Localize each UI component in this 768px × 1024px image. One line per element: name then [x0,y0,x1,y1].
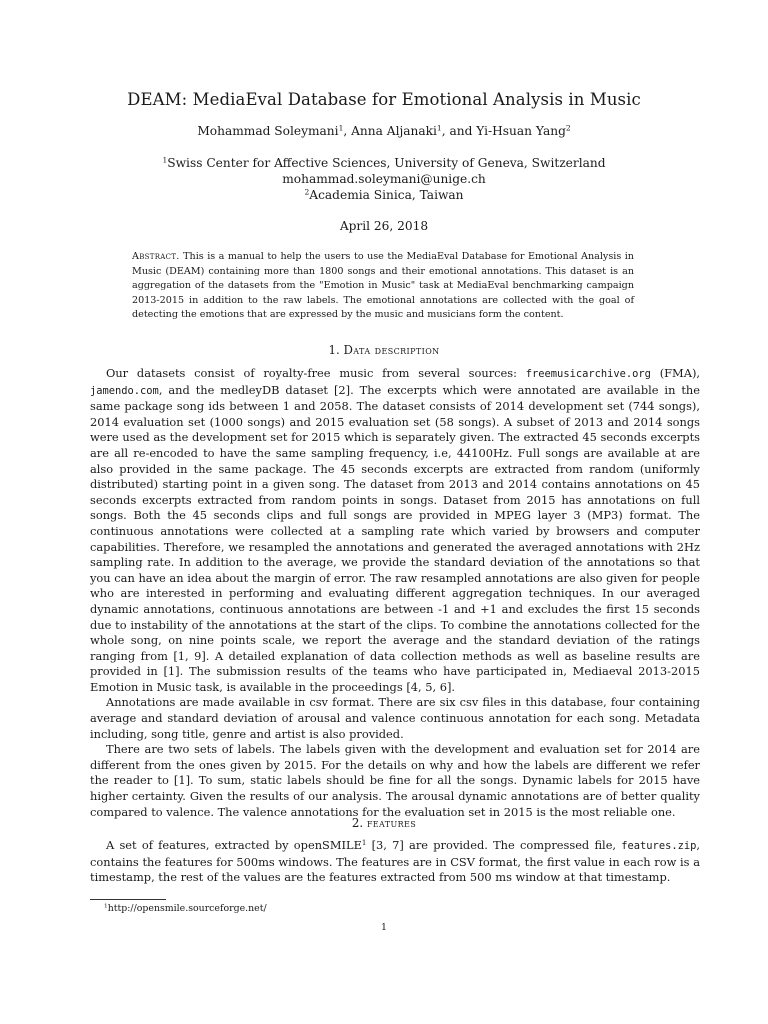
section-number: 2. [351,816,364,830]
affiliation-1 [0,156,768,170]
footnote-ref[interactable]: 1 [361,837,367,847]
affiliation-mark: 1 [162,155,168,165]
section-title: features [366,816,417,830]
paper-title: DEAM: MediaEval Database for Emotional Analysis in Music [127,90,641,109]
author-affiliation-mark: 2 [565,123,571,133]
author-list [0,124,768,138]
footnote-divider [90,899,166,900]
footnote-url-link[interactable]: http://opensmile.sourceforge.net/ [107,903,267,914]
paragraph-text: Our datasets consist of royalty-free music from several sources: [106,366,526,380]
affiliation-text: Swiss Center for Affective Sciences, University of Geneva, Switzerland [167,156,606,170]
paragraph: There are two sets of labels. The labels given with the development and evaluation set for 2014 are different from the ones given by 2015. For the details on why and how the labels are different we refer the reader to [1]. To sum, static labels should be fine for all the songs. Dynamic labels for 2015 have higher certainty. Given the results of our analysis. The arousal dynamic annotations are of better quality compared to valence. The valence annotations for the evaluation set in 2015 is the most reliable one. [90,742,700,819]
paragraph-text: (FMA), [650,366,701,380]
affiliation-2 [0,188,768,202]
page-number: 1 [381,922,387,933]
paragraph [90,838,700,886]
author-affiliation-mark: 1 [338,123,344,133]
abstract [132,250,634,323]
paragraph: Annotations are made available in csv format. There are six csv files in this database, four containing average and standard deviation of arousal and valence continuous annotation for each song. Metadata including, song title, genre and artist is also provided. [90,695,700,741]
paragraph-text: , contains the features for 500ms windows. The features are in CSV format, the first value in each row is a timestamp, the rest of the values are the features extracted from 500 ms window at that timestamp. [90,838,700,885]
paragraph-text: [3, 7] are provided. The compressed file, [366,838,622,852]
author-separator: , [343,124,352,138]
jamendo-link[interactable]: jamendo.com [90,384,159,397]
author-separator: , and [441,124,477,138]
abstract-text: This is a manual to help the users to use the MediaEval Database for Emotional Analysis in Music (DEAM) containing more than 1800 songs and their emotional annotations. This dataset is an aggregation of the datasets from the "Emotion in Music" task at MediaEval benchmarking campaign 2013-2015 in addition to the raw labels. The emotional annotations are collected with the goal of detecting the emotions that are expressed by the music and musicians form the content. [132,251,634,321]
affiliation-mark: 2 [304,187,310,197]
footnote [104,903,267,914]
paper-date: April 26, 2018 [339,219,429,233]
paragraph-text: , and the medleyDB dataset [2]. The excerpts which were annotated are available in the same package song ids between 1 and 2058. The dataset consists of 2014 development set (744 songs), 2014 evaluation set (1000 songs) and 2015 evaluation set (58 songs). A subset of 2013 and 2014 songs were used as the development set for 2015 which is separately given. The extracted 45 seconds excerpts are all re-encoded to have the same sampling frequency, i.e, 44100Hz. Full songs are available at are also provided in the same package. The 45 seconds excerpts are extracted from random (uniformly distributed) starting point in a given song. The dataset from 2013 and 2014 contains annotations on 45 seconds excerpts extracted from random points in songs. Dataset from 2015 has annotations on full songs. Both the 45 seconds clips and full songs are provided in MPEG layer 3 (MP3) format. The continuous annotations were collected at a sampling rate which varied by browsers and computer capabilities. Therefore, we resampled the annotations and generated the averaged annotations with 2Hz sampling rate. In addition to the average, we provide the standard deviation of the annotations so that you can have an idea about the margin of error. The raw resampled annotations are also given for people who are interested in performing and evaluating different aggregation techniques. In our averaged dynamic annotations, continuous annotations are between -1 and +1 and excludes the first 15 seconds due to instability of the annotations at the start of the clips. To combine the annotations collected for the whole song, on nine points scale, we report the average and the standard deviation of the ratings ranging from [1, 9]. A detailed explanation of data collection methods as well as baseline results are provided in [1]. The submission results of the teams who have participated in, Mediaeval 2013-2015 Emotion in Music task, is available in the proceedings [4, 5, 6]. [90,382,700,694]
author-name: Yi-Hsuan Yang [476,124,566,138]
paragraph [90,366,700,695]
fma-link[interactable]: freemusicarchive.org [525,368,651,380]
section-number: 1. [328,343,340,357]
author-name: Anna Aljanaki [351,124,437,138]
filename-code: features.zip [621,840,697,852]
section-heading-features [0,816,768,830]
paragraph-text: A set of features, extracted by openSMILE [106,838,362,852]
section-body-data-description [90,366,700,820]
section-heading-data-description [0,343,768,357]
abstract-label: Abstract. [132,251,180,262]
author-name: Mohammad Soleymani [197,124,339,138]
author-email[interactable]: mohammad.soleymani@unige.ch [282,172,486,186]
section-title: Data description [343,343,440,357]
section-body-features [90,838,700,886]
footnote-mark: 1 [104,903,108,910]
author-affiliation-mark: 1 [436,123,442,133]
affiliation-text: Academia Sinica, Taiwan [309,188,464,202]
